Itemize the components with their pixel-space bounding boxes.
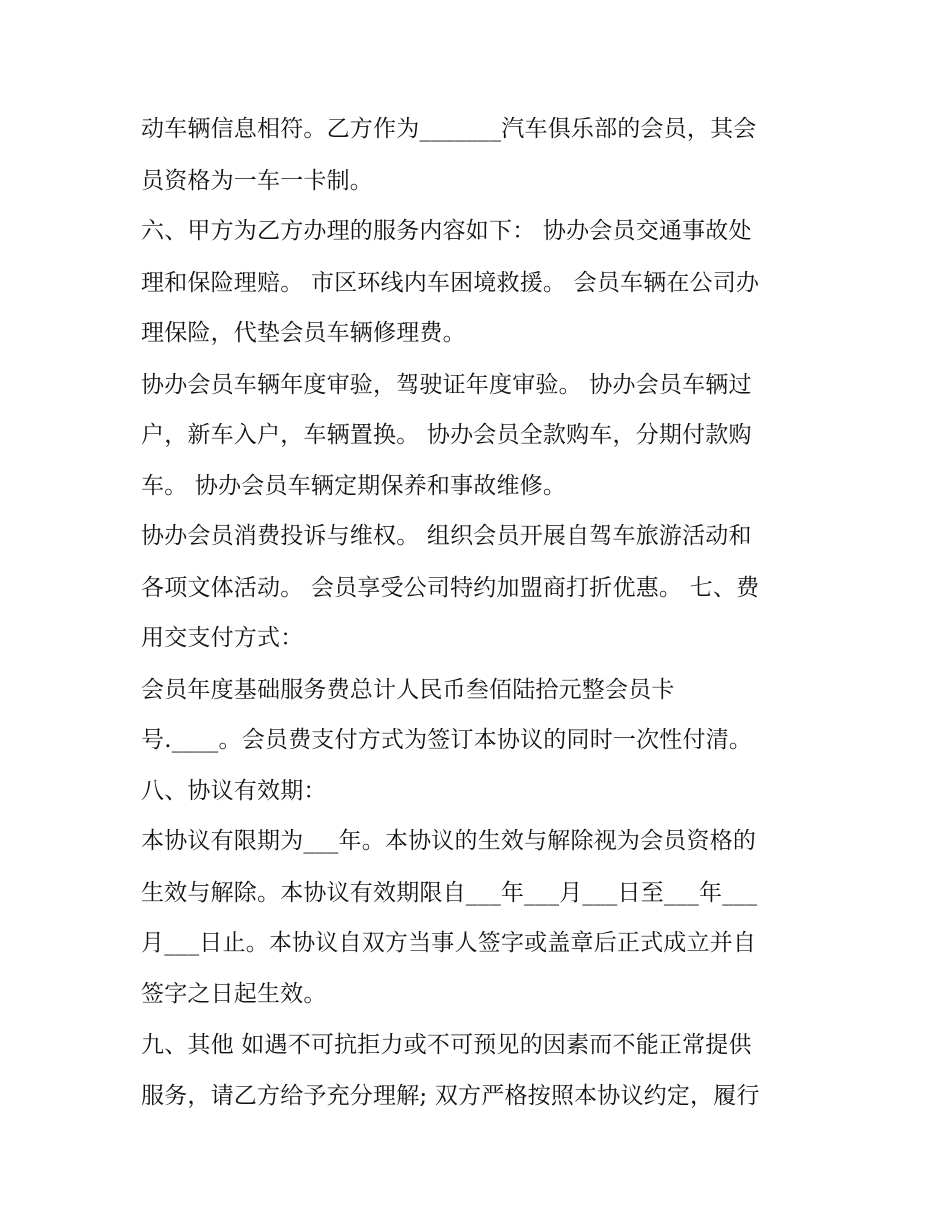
text-line: 协办会员消费投诉与维权。 组织会员开展自驾车旅游活动和 xyxy=(141,523,752,549)
text-line: 九、其他 如遇不可抗拒力或不可预见的因素而不能正常提供 xyxy=(141,1032,752,1058)
text-line: 六、甲方为乙方办理的服务内容如下： 协办会员交通事故处 xyxy=(141,218,752,244)
text-line: 本协议有限期为___年。本协议的生效与解除视为会员资格的 xyxy=(141,828,757,854)
text-line: 用交支付方式： xyxy=(141,625,304,651)
text-line: 月___日止。本协议自双方当事人签字或盖章后正式成立并自 xyxy=(141,930,757,956)
text-line: 协办会员车辆年度审验，驾驶证年度审验。 协办会员车辆过 xyxy=(141,372,752,398)
text-line: 各项文体活动。 会员享受公司特约加盟商打折优惠。 七、费 xyxy=(141,575,760,601)
text-line: 生效与解除。本协议有效期限自___年___月___日至___年___ xyxy=(141,880,758,906)
text-line: 会员年度基础服务费总计人民币叁佰陆拾元整会员卡 xyxy=(141,677,675,703)
text-line: 签字之日起生效。 xyxy=(141,981,327,1007)
text-line: 服务，请乙方给予充分理解; 双方严格按照本协议约定，履行 xyxy=(141,1083,760,1109)
text-line: 理和保险理赔。 市区环线内车困境救援。 会员车辆在公司办 xyxy=(141,270,760,296)
text-line: 车。 协办会员车辆定期保养和事故维修。 xyxy=(141,473,567,499)
text-line: 户，新车入户，车辆置换。 协办会员全款购车，分期付款购 xyxy=(141,422,752,448)
text-line: 八、协议有效期： xyxy=(141,778,327,804)
text-line: 员资格为一车一卡制。 xyxy=(141,168,373,194)
text-line: 动车辆信息相符。乙方作为_______汽车俱乐部的会员，其会 xyxy=(141,116,757,142)
text-line: 理保险，代垫会员车辆修理费。 xyxy=(141,320,466,346)
text-line: 号.____。会员费支付方式为签订本协议的同时一次性付清。 xyxy=(141,727,753,753)
